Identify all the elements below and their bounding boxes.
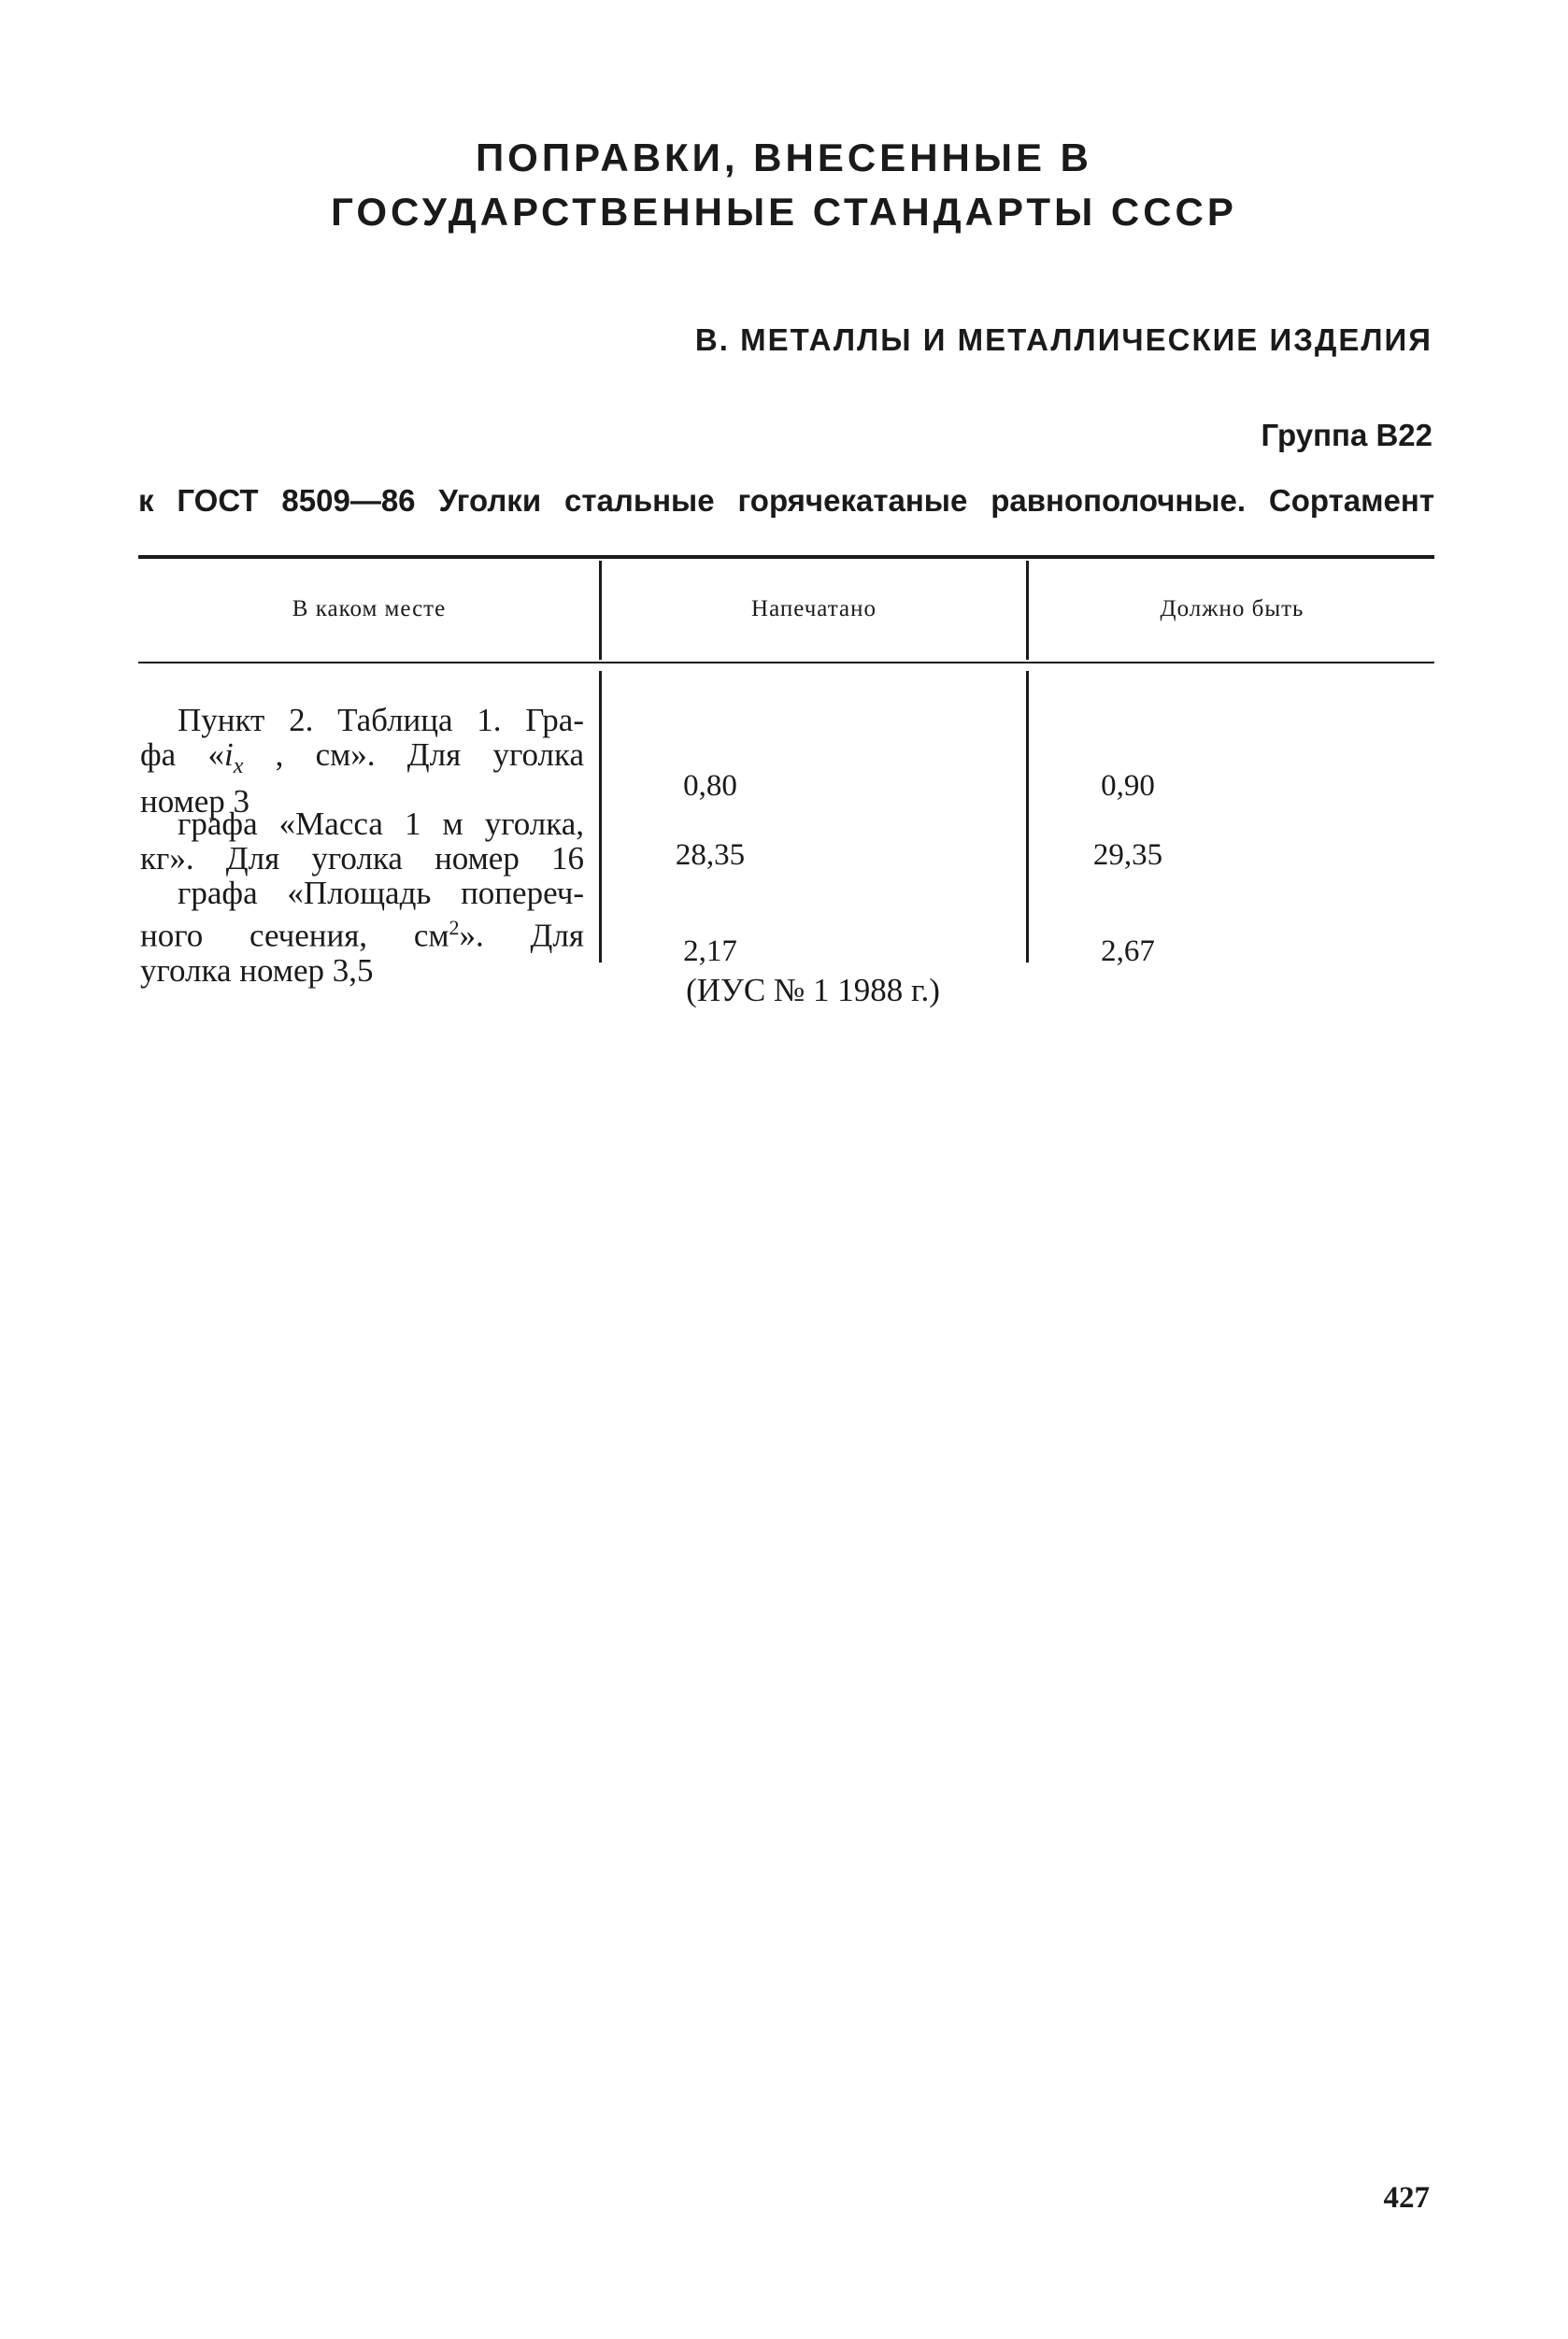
column-divider-1-body — [599, 671, 602, 963]
table-row-2-place — [140, 806, 584, 876]
title-line-2: ГОСУДАРСТВЕННЫЕ СТАНДАРТЫ СССР — [331, 190, 1237, 234]
table-row-2-printed: 28,35 — [675, 838, 746, 872]
column-header-printed: Напечатано — [751, 596, 877, 621]
standard-reference: к ГОСТ 8509—86 Уголки стальные горячекатаные равнополочные. Сортамент — [138, 483, 1434, 518]
row-3-place-line-3: уголка номер 3,5 — [140, 951, 374, 989]
table-row-1-place — [140, 703, 584, 819]
table-row-3-correct: 2,67 — [1101, 934, 1155, 968]
row-1-place-line-1: Пункт 2. Таблица 1. Гра- — [178, 702, 584, 738]
table-header-rule — [138, 662, 1434, 663]
page-title — [0, 131, 1568, 239]
section-heading: В. МЕТАЛЛЫ И МЕТАЛЛИЧЕСКИЕ ИЗДЕЛИЯ — [694, 322, 1433, 357]
row-2-place-line-2: кг». Для уголка номер 16 — [140, 840, 584, 877]
column-divider-2 — [1026, 561, 1029, 660]
table-row-1-correct: 0,90 — [1101, 769, 1155, 803]
row-3-place-line-1: графа «Площадь попереч- — [178, 875, 584, 911]
column-divider-1 — [599, 561, 602, 660]
source-note: (ИУС № 1 1988 г.) — [686, 972, 940, 1008]
table-row-3-place — [140, 876, 584, 988]
row-3-place-line-2: ного сечения, $см^2$». Для — [140, 916, 584, 954]
table-row-1-printed: 0,80 — [683, 769, 737, 803]
row-1-place-line-3: номер 3 — [140, 783, 249, 820]
row-2-place-line-1: графа «Масса 1 м уголка, — [178, 806, 584, 842]
table-top-rule — [138, 555, 1434, 559]
column-header-correct: Должно быть — [1160, 596, 1304, 621]
column-header-place: В каком месте — [292, 596, 447, 621]
table-row-2-correct: 29,35 — [1092, 838, 1163, 872]
row-1-place-line-2: фа «$i_x$ , см». Для уголка — [140, 736, 584, 778]
group-label: Группа В22 — [1261, 418, 1433, 452]
title-line-1: ПОПРАВКИ, ВНЕСЕННЫЕ В — [475, 135, 1092, 179]
column-divider-2-body — [1026, 671, 1029, 963]
page-number: 427 — [1383, 2181, 1430, 2215]
table-row-3-printed: 2,17 — [683, 934, 737, 968]
